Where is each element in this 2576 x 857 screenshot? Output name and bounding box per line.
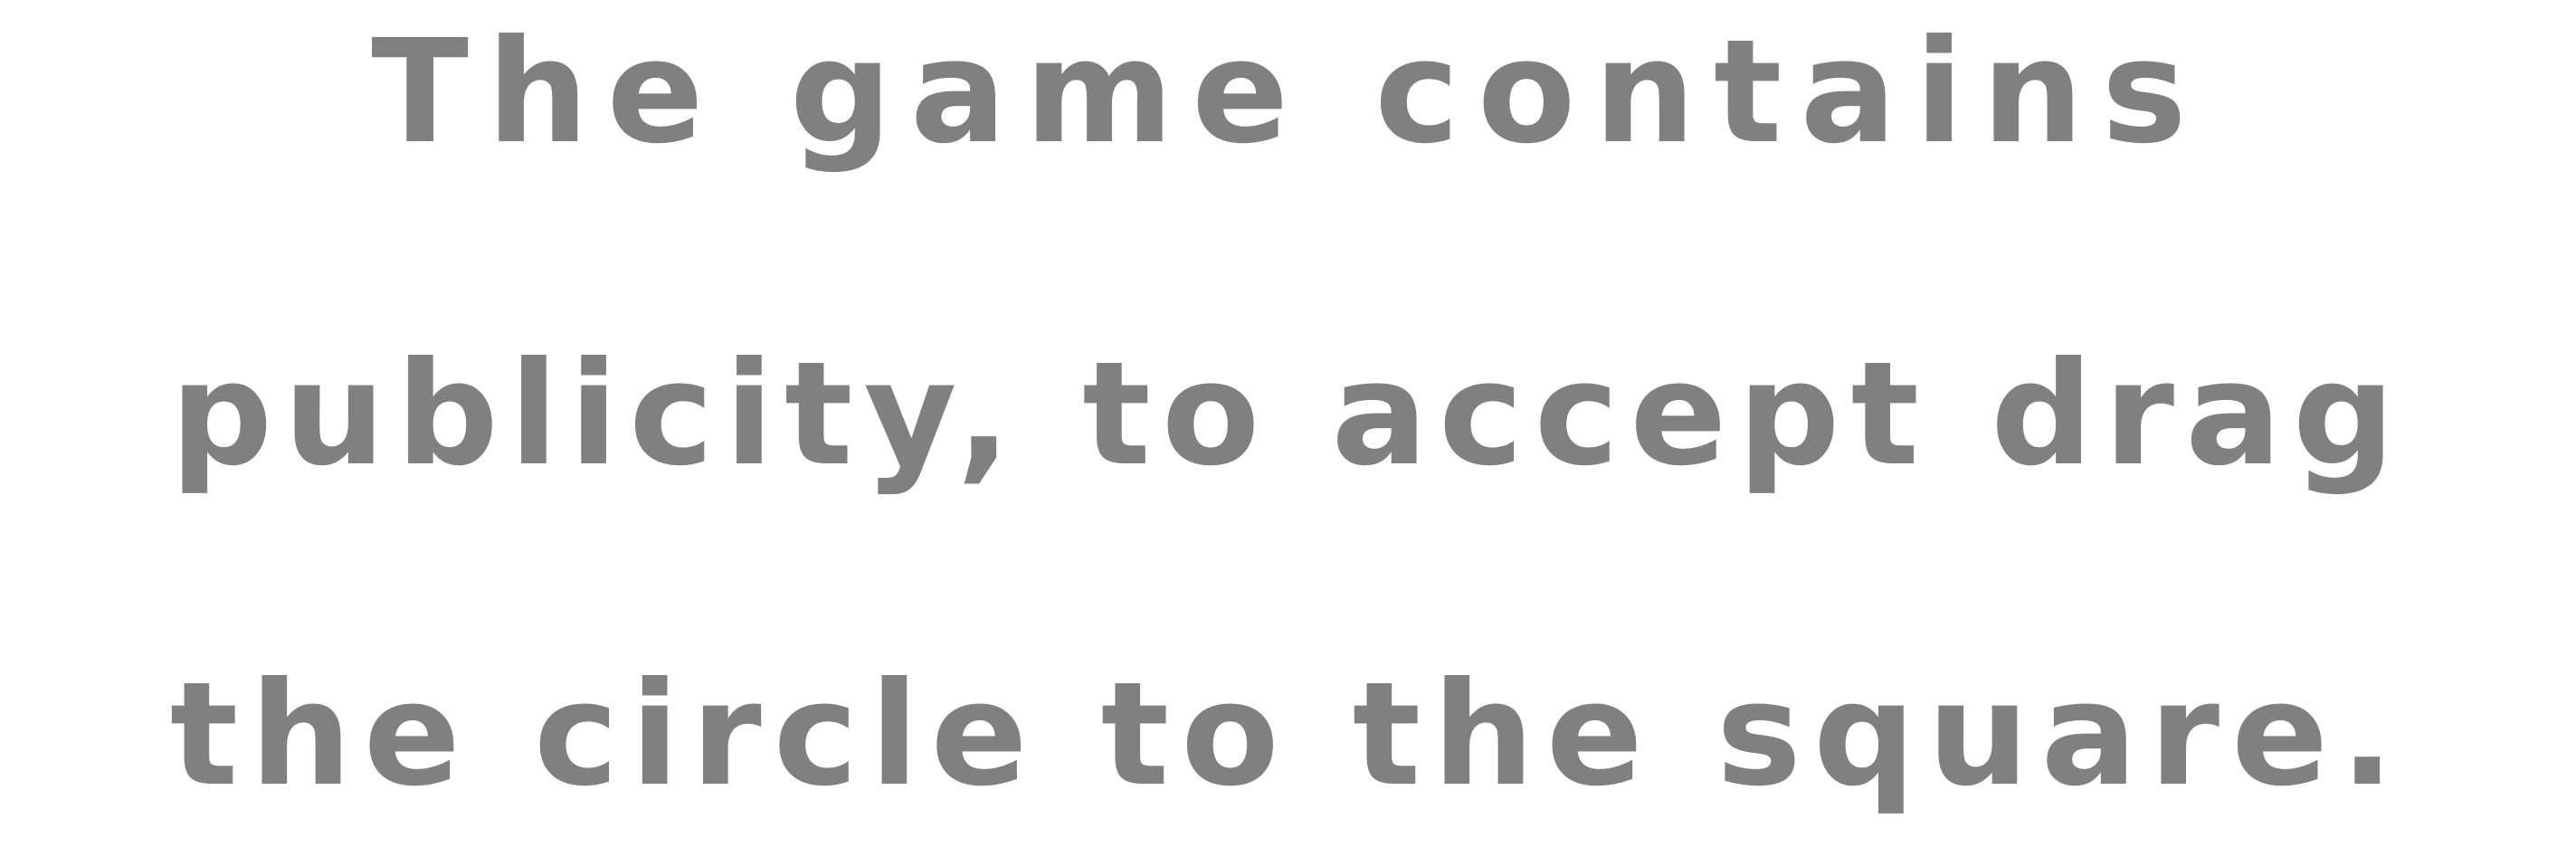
instruction-line-1: The game contains (371, 9, 2205, 176)
instruction-line-3: the circle to the square. (169, 652, 2407, 818)
instruction-line-2: publicity, to accept drag (170, 331, 2406, 498)
